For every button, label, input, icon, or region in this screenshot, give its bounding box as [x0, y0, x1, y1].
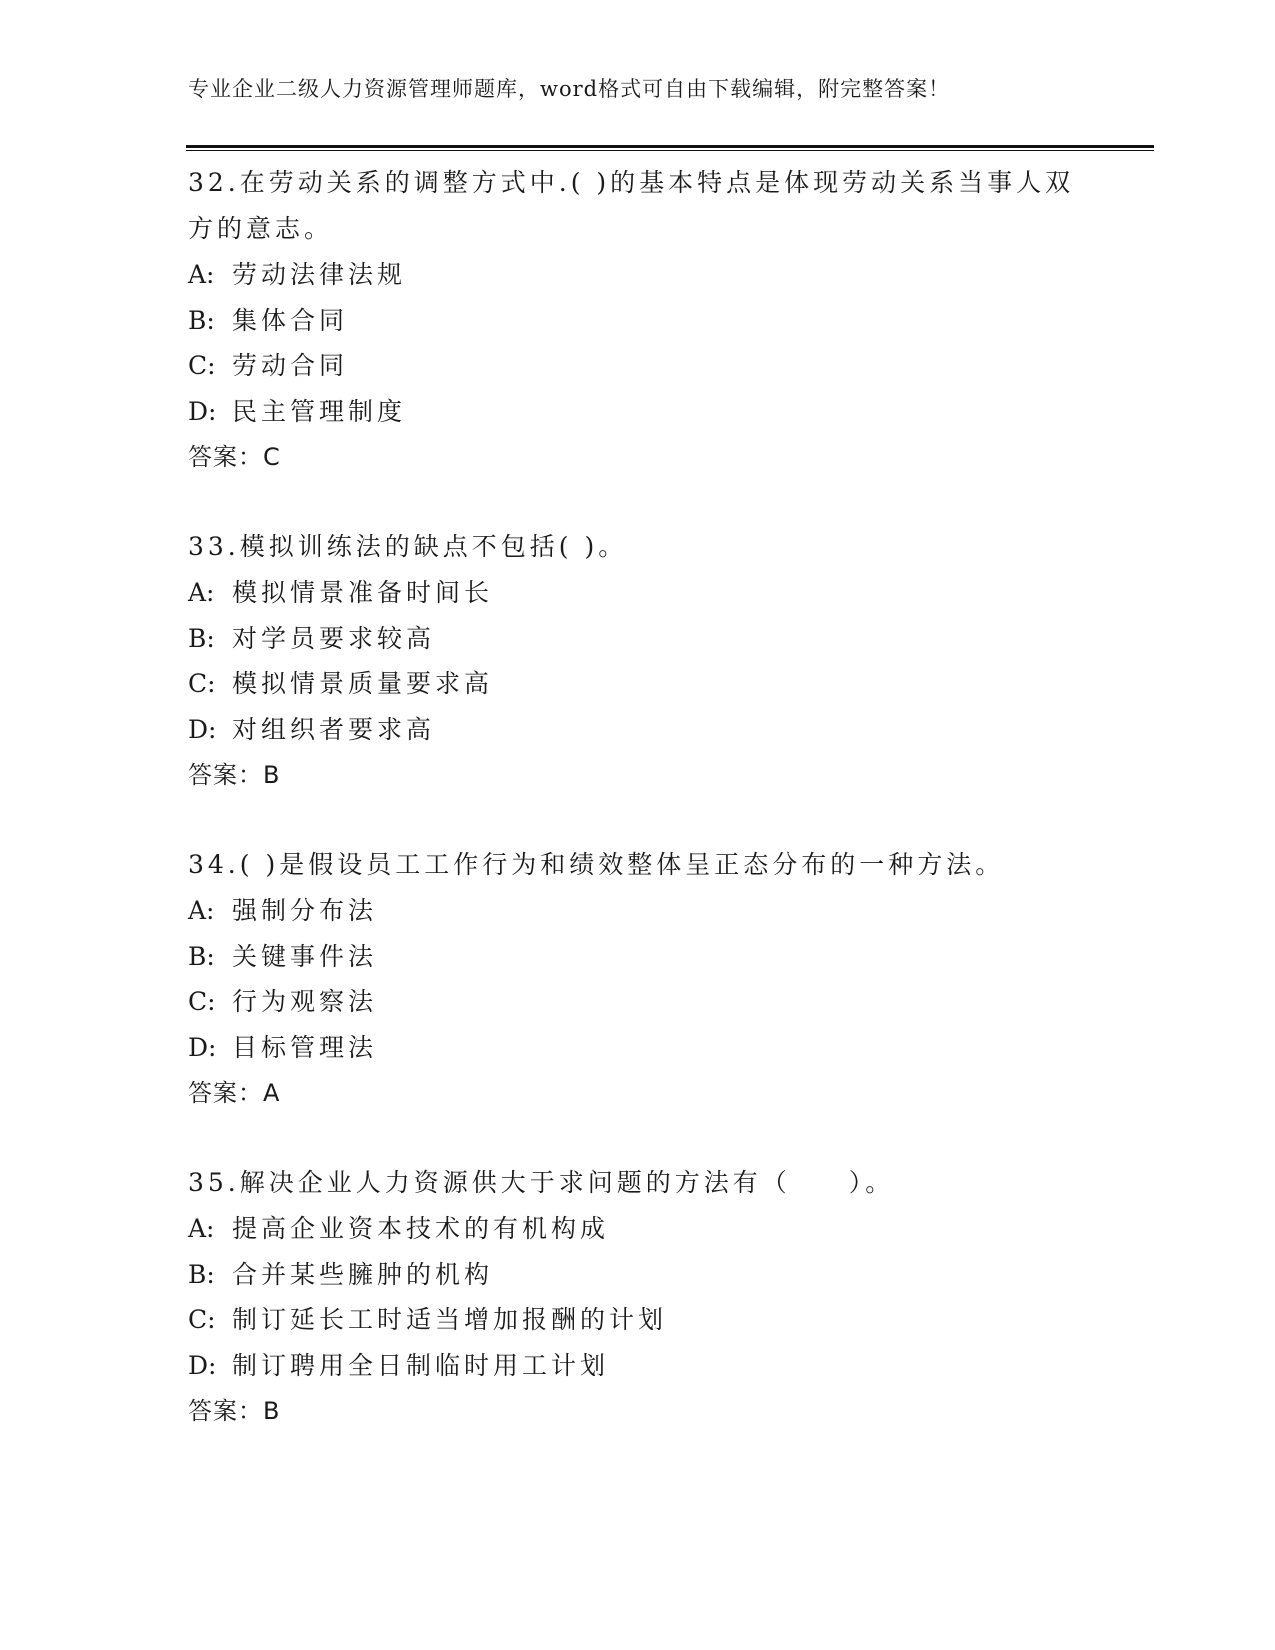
option-key: D:	[188, 714, 217, 744]
question-stem: 35.解决企业人力资源供大于求问题的方法有（ ）。	[188, 1168, 895, 1197]
option-text: 关键事件法	[232, 941, 378, 971]
question-32	[188, 160, 1088, 480]
option-c	[188, 661, 1088, 707]
option-d	[188, 707, 1088, 753]
option-text: 集体合同	[232, 305, 349, 335]
option-text: 民主管理制度	[232, 396, 407, 426]
header-rule-thick	[186, 145, 1154, 148]
option-key: B:	[188, 305, 215, 335]
option-key: A:	[188, 260, 215, 289]
option-a	[188, 1206, 1088, 1252]
option-text: 制订延长工时适当增加报酬的计划	[232, 1305, 668, 1334]
option-text: 目标管理法	[232, 1032, 378, 1062]
option-key: B:	[188, 1259, 215, 1289]
option-key: C:	[188, 351, 216, 380]
option-text: 对学员要求较高	[232, 623, 436, 653]
question-stem: 32.在劳动关系的调整方式中.( )的基本特点是体现劳动关系当事人双方的意志。	[188, 168, 1075, 243]
option-d	[188, 389, 1088, 435]
option-text: 提高企业资本技术的有机构成	[232, 1214, 610, 1243]
option-b	[188, 616, 1088, 662]
option-key: C:	[188, 669, 216, 698]
question-35	[188, 1160, 1088, 1434]
option-text: 强制分布法	[232, 896, 378, 925]
answer-line: 答案：C	[188, 443, 281, 471]
option-a	[188, 888, 1088, 934]
option-text: 制订聘用全日制临时用工计划	[232, 1350, 610, 1380]
option-text: 合并某些臃肿的机构	[232, 1259, 494, 1289]
option-b	[188, 1252, 1088, 1298]
option-c	[188, 1297, 1088, 1343]
option-text: 模拟情景准备时间长	[232, 578, 494, 607]
option-text: 劳动合同	[232, 351, 349, 380]
option-key: A:	[188, 896, 215, 925]
option-c	[188, 979, 1088, 1025]
page-header: 专业企业二级人力资源管理师题库，word格式可自由下载编辑，附完整答案！	[188, 77, 951, 101]
option-a	[188, 570, 1088, 616]
option-key: D:	[188, 396, 217, 426]
answer-line: 答案：B	[188, 1397, 281, 1425]
option-text: 对组织者要求高	[232, 714, 436, 744]
option-key: B:	[188, 623, 215, 653]
option-key: B:	[188, 941, 215, 971]
option-key: D:	[188, 1350, 217, 1380]
option-b	[188, 934, 1088, 980]
option-d	[188, 1025, 1088, 1071]
option-text: 模拟情景质量要求高	[232, 669, 494, 698]
option-key: A:	[188, 1214, 215, 1243]
option-key: C:	[188, 987, 216, 1016]
option-text: 劳动法律法规	[232, 260, 407, 289]
question-stem: 34.( )是假设员工工作行为和绩效整体呈正态分布的一种方法。	[188, 850, 1005, 879]
question-list	[188, 160, 1088, 1478]
answer-line: 答案：A	[188, 1079, 281, 1107]
question-34	[188, 842, 1088, 1116]
question-33	[188, 524, 1088, 798]
header-rule-thin	[186, 150, 1154, 151]
option-b	[188, 298, 1088, 344]
option-key: D:	[188, 1032, 217, 1062]
option-c	[188, 343, 1088, 389]
option-text: 行为观察法	[232, 987, 378, 1016]
option-key: A:	[188, 578, 215, 607]
answer-line: 答案：B	[188, 761, 281, 789]
question-stem: 33.模拟训练法的缺点不包括( )。	[188, 532, 628, 561]
option-a	[188, 252, 1088, 298]
option-d	[188, 1343, 1088, 1389]
option-key: C:	[188, 1305, 216, 1334]
